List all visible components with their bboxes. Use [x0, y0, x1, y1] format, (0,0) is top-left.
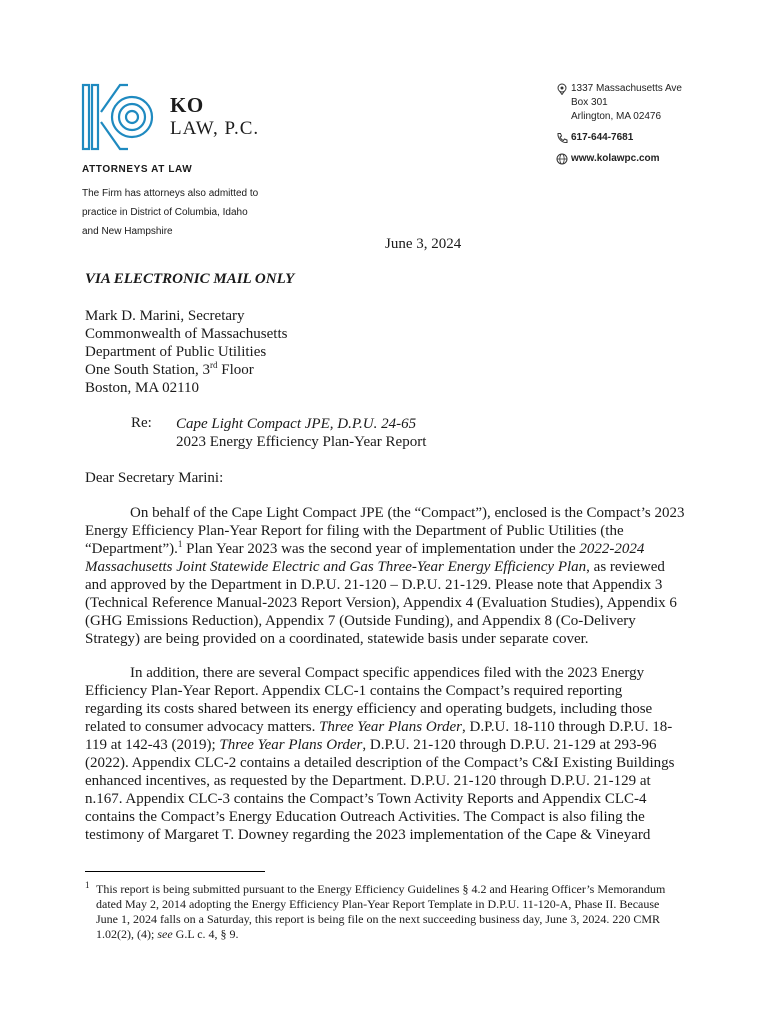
addressee-dept: Department of Public Utilities: [85, 344, 267, 360]
addressee-street: One South Station, 3rd Floor: [85, 360, 254, 378]
delivery-method: VIA ELECTRONIC MAIL ONLY: [85, 271, 295, 287]
phone-number: 617-644-7681: [571, 132, 634, 143]
firm-subtitle: LAW, P.C.: [170, 118, 260, 139]
paragraph-2: In addition, there are several Compact specific appendices filed with the 2023 Energy Efficiency Plan-Year Report. Appendix CLC-1 contains the Compact’s required reporting regarding its costs shared between its energy efficiency and operating budgets, including those related to consumer advocacy matters. Three Year Plans Order, D.P.U. 18-110 through D.P.U. 18- 119 at 142-43 (2019); Three Year Plans Order, D.P.U. 21-120 through D.P.U. 21-129 at 293-96 (2022). Appendix CLC-2 contains a detailed description of the Compact’s C&I Existing Buildings enhanced incentives, as requested by the Department. D.P.U. 21-120 through D.P.U. 21-129 at n.167. Appendix CLC-3 contains the Compact’s Town Activity Reports and Appendix CLC-4 contains the Compact’s Energy Education Outreach Activities. The Compact is also filing the testimony of Margaret T. Downey regarding the 2023 implementation of the Cape & Vineyard: [85, 665, 675, 843]
firm-name: KO: [170, 93, 204, 117]
footnote-divider: [85, 871, 265, 872]
admission-note: [82, 184, 282, 241]
letter-date: June 3, 2024: [385, 236, 462, 252]
location-pin-icon: [556, 83, 568, 95]
salutation: Dear Secretary Marini:: [85, 470, 224, 486]
website-link[interactable]: www.kolawpc.com: [571, 153, 660, 164]
addressee-name: Mark D. Marini, Secretary: [85, 308, 245, 324]
footnote-ref[interactable]: 1: [177, 539, 183, 549]
address-line: 1337 Massachusetts Ave: [571, 83, 682, 94]
phone-icon: [556, 132, 568, 144]
admission-line: practice in District of Columbia, Idaho: [82, 207, 248, 218]
subject-title: 2023 Energy Efficiency Plan-Year Report: [176, 434, 427, 450]
re-label: Re:: [131, 415, 152, 431]
admission-line: The Firm has attorneys also admitted to: [82, 188, 259, 199]
addressee-org: Commonwealth of Massachusetts: [85, 326, 288, 342]
footnote-text: This report is being submitted pursuant to the Energy Efficiency Guidelines § 4.2 and Hearing Officer’s Memorandum dated May 2, 2014 adopting the Energy Efficiency Plan-Year Report Template in D.P.U. 11-120-A, Phase II. Because June 1, 2024 falls on a Saturday, this report is being file on the next succeeding business day, June 3, 2024. 220 CMR 1.02(2), (4); see G.L c. 4, § 9.: [96, 882, 666, 941]
firm-logo: [80, 82, 155, 152]
admission-line: and New Hampshire: [82, 226, 173, 237]
addressee-block: [85, 307, 287, 397]
firm-tagline: ATTORNEYS AT LAW: [82, 164, 193, 175]
paragraph-1: On behalf of the Cape Light Compact JPE (the “Compact”), enclosed is the Compact’s 2023 Energy Efficiency Plan-Year Report for filing with the Department of Public Utilities (the “Department”).$^1$ Plan Year 2023 was the second year of implementation under the 2022-2024 Massachusetts Joint Statewide Electric and Gas Three-Year Energy Efficiency Plan, as reviewed and approved by the Department in D.P.U. 21-120 – D.P.U. 21-129. Please note that Appendix 3 (Technical Reference Manual-2023 Report Version), Appendix 4 (Evaluation Studies), Appendix 6 (GHG Emissions Reduction), Appendix 7 (Outside Funding), and Appendix 8 (Co-Delivery Strategy) are being provided on a coordinated, statewide basis under separate cover.: [85, 505, 685, 647]
addressee-city: Boston, MA 02110: [85, 380, 200, 396]
subject-block: [176, 415, 426, 451]
subject-docket: Cape Light Compact JPE, D.P.U. 24-65: [176, 416, 417, 432]
address-line: Box 301: [571, 97, 608, 108]
footnote-number: 1: [85, 880, 90, 890]
address-line: Arlington, MA 02476: [571, 111, 662, 122]
globe-icon: [556, 153, 568, 165]
